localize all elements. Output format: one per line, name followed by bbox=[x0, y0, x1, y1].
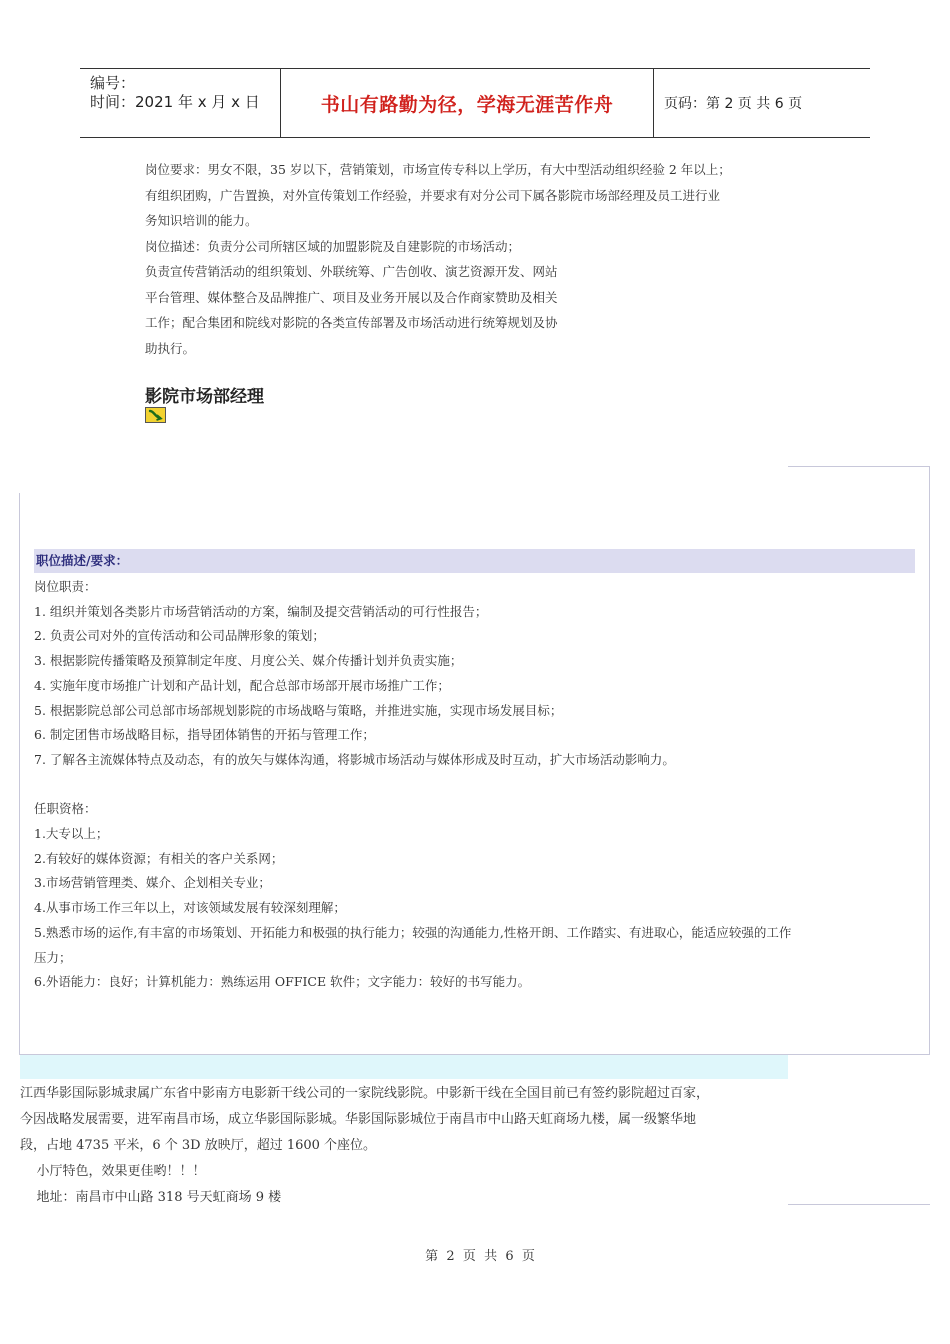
frame-border-left bbox=[19, 493, 20, 1055]
apply-arrow-icon[interactable] bbox=[145, 407, 166, 423]
description-line: 任职资格： bbox=[34, 801, 97, 817]
requirements-line: 岗位描述：负责分公司所辖区域的加盟影院及自建影院的市场活动； bbox=[145, 238, 521, 254]
description-line: 2.有较好的媒体资源；有相关的客户关系网； bbox=[34, 850, 284, 866]
requirements-line: 助执行。 bbox=[145, 340, 196, 356]
description-line: 6.外语能力：良好；计算机能力：熟练运用 OFFICE 软件；文字能力：较好的书写能力。 bbox=[34, 974, 531, 990]
description-line: 4.从事市场工作三年以上，对该领域发展有较深刻理解； bbox=[34, 900, 346, 916]
divider bbox=[788, 1204, 930, 1205]
description-line: 1.大专以上； bbox=[34, 826, 109, 842]
company-address: 地址：南昌市中山路 318 号天虹商场 9 楼 bbox=[20, 1190, 282, 1205]
frame-border-right bbox=[929, 466, 930, 1054]
company-line: 江西华影国际影城隶属广东省中影南方电影新干线公司的一家院线影院。中影新干线在全国目前已有签约影院超过百家， bbox=[20, 1086, 710, 1101]
position-requirements bbox=[145, 157, 825, 361]
header-meta-cell bbox=[80, 69, 281, 137]
company-line: 今因战略发展需要，进军南昌市场，成立华影国际影城。华影国际影城位于南昌市中山路天虹商场九楼，属一级繁华地 bbox=[20, 1112, 697, 1127]
description-line: 3.市场营销管理类、媒介、企划相关专业； bbox=[34, 875, 271, 891]
job-description-list bbox=[34, 575, 919, 995]
description-line: 压力； bbox=[34, 949, 72, 965]
header-motto-cell bbox=[281, 69, 654, 137]
description-line: 6. 制定团售市场战略目标，指导团体销售的开拓与管理工作； bbox=[34, 727, 375, 743]
description-line: 4. 实施年度市场推广计划和产品计划，配合总部市场部开展市场推广工作； bbox=[34, 677, 450, 693]
page-code: 页码：第 2 页 共 6 页 bbox=[664, 96, 803, 112]
company-line: 段，占地 4735 平米，6 个 3D 放映厅，超过 1600 个座位。 bbox=[20, 1138, 377, 1153]
frame-border-top bbox=[788, 466, 930, 467]
description-line: 5.熟悉市场的运作,有丰富的市场策划、开拓能力和极强的执行能力；较强的沟通能力,性格开朗、工作踏实、有进取心，能适应较强的工作 bbox=[34, 924, 792, 940]
section-band bbox=[20, 1055, 788, 1079]
document-date: 时间：2021 年 x 月 x 日 bbox=[90, 93, 260, 111]
description-line: 岗位职责： bbox=[34, 579, 97, 594]
requirements-line: 平台管理、媒体整合及品牌推广、项目及业务开展以及合作商家赞助及相关 bbox=[145, 289, 558, 305]
description-line: 5. 根据影院总部公司总部市场部规划影院的市场战略与策略，并推进实施，实现市场发展目标； bbox=[34, 702, 563, 718]
header-page-cell bbox=[654, 69, 870, 137]
page-header bbox=[80, 68, 870, 138]
description-line: 7. 了解各主流媒体特点及动态，有的放矢与媒体沟通，将影城市场活动与媒体形成及时互动，扩大市场活动影响力。 bbox=[34, 751, 675, 767]
requirements-line: 负责宣传营销活动的组织策划、外联统筹、广告创收、演艺资源开发、网站 bbox=[145, 264, 558, 279]
document-number-label: 编号： bbox=[90, 74, 136, 92]
description-line: 3. 根据影院传播策略及预算制定年度、月度公关、媒介传播计划并负责实施； bbox=[34, 653, 463, 669]
job-title: 影院市场部经理 bbox=[145, 387, 264, 407]
requirements-line: 岗位要求：男女不限，35 岁以下，营销策划，市场宣传专科以上学历，有大中型活动组织经验 2 年以上； bbox=[145, 162, 731, 177]
requirements-line: 工作；配合集团和院线对影院的各类宣传部署及市场活动进行统筹规划及协 bbox=[145, 315, 558, 330]
description-line: 1. 组织并策划各类影片市场营销活动的方案，编制及提交营销活动的可行性报告； bbox=[34, 603, 488, 619]
company-intro bbox=[20, 1081, 790, 1211]
company-line: 小厅特色，效果更佳哟！！！ bbox=[20, 1164, 206, 1179]
description-line: 2. 负责公司对外的宣传活动和公司品牌形象的策划； bbox=[34, 628, 325, 644]
motto-text: 书山有路勤为径，学海无涯苦作舟 bbox=[320, 93, 614, 116]
description-spacer bbox=[34, 773, 919, 798]
page-footer: 第 2 页 共 6 页 bbox=[425, 1249, 535, 1264]
requirements-line: 务知识培训的能力。 bbox=[145, 213, 258, 228]
description-heading: 职位描述/要求： bbox=[34, 549, 915, 573]
requirements-line: 有组织团购，广告置换，对外宣传策划工作经验，并要求有对分公司下属各影院市场部经理及员工进行业 bbox=[145, 187, 721, 203]
